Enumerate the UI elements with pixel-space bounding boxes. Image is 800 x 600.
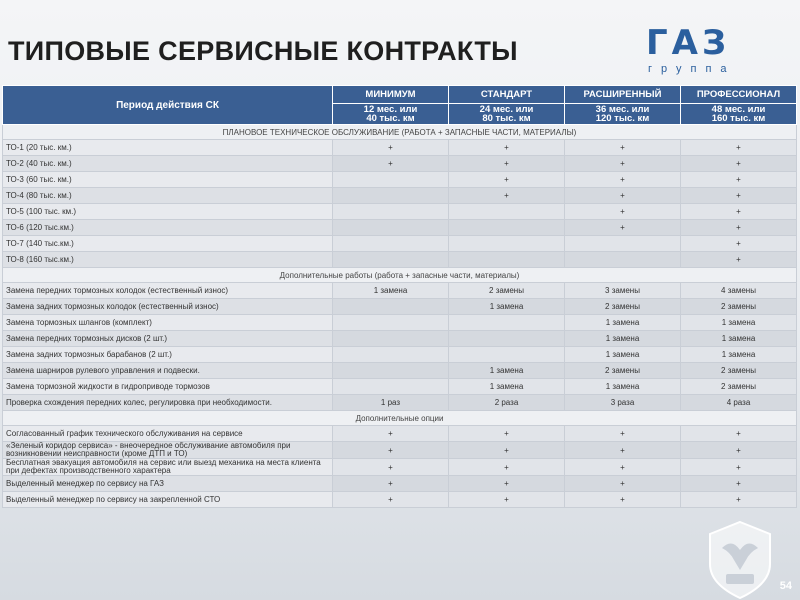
row-cell: +	[565, 188, 681, 204]
row-cell	[333, 363, 449, 379]
table-row	[3, 331, 797, 347]
level-term-line2: 120 тыс. км	[595, 113, 650, 124]
row-cell	[333, 315, 449, 331]
table-row	[3, 252, 797, 268]
row-cell: +	[681, 459, 797, 476]
period-header: Период действия СК	[3, 86, 333, 125]
row-cell: +	[449, 426, 565, 442]
row-cell	[449, 331, 565, 347]
row-label: Бесплатная эвакуация автомобиля на сервис или выезд механика на места клиента при дефектах производственного характера	[3, 459, 333, 476]
logo-sub-text: группа	[648, 63, 736, 75]
row-cell	[333, 299, 449, 315]
row-cell: +	[681, 220, 797, 236]
section-row	[3, 125, 797, 140]
row-cell	[333, 347, 449, 363]
level-term-line2: 160 тыс. км	[711, 113, 766, 124]
row-label: Замена передних тормозных дисков (2 шт.)	[3, 331, 333, 347]
row-cell: +	[449, 156, 565, 172]
section-row	[3, 411, 797, 426]
row-cell: 2 замены	[681, 299, 797, 315]
row-cell: 1 замена	[449, 379, 565, 395]
row-cell: +	[565, 459, 681, 476]
table-row	[3, 140, 797, 156]
row-cell: 1 замена	[449, 363, 565, 379]
row-cell: +	[449, 459, 565, 476]
row-cell	[449, 204, 565, 220]
row-cell: +	[565, 476, 681, 492]
row-label: Согласованный график технического обслуживания на сервисе	[3, 426, 333, 442]
gaz-deer-emblem	[700, 518, 780, 600]
level-header: РАСШИРЕННЫЙ	[565, 86, 681, 104]
row-cell: 1 раз	[333, 395, 449, 411]
gaz-logo	[646, 23, 766, 76]
row-label: Замена задних тормозных колодок (естественный износ)	[3, 299, 333, 315]
contracts-table	[2, 85, 797, 508]
row-cell: 1 замена	[449, 299, 565, 315]
row-label: Замена тормозных шлангов (комплект)	[3, 315, 333, 331]
row-cell	[565, 252, 681, 268]
row-label: Замена передних тормозных колодок (естественный износ)	[3, 283, 333, 299]
row-cell: +	[681, 172, 797, 188]
row-cell: +	[565, 426, 681, 442]
row-cell: +	[333, 476, 449, 492]
row-cell: 2 замены	[565, 363, 681, 379]
table-row	[3, 188, 797, 204]
row-label: Замена тормозной жидкости в гидроприводе тормозов	[3, 379, 333, 395]
table-row	[3, 395, 797, 411]
row-cell: 1 замена	[565, 331, 681, 347]
row-cell: +	[681, 492, 797, 508]
table-row	[3, 347, 797, 363]
table-row	[3, 363, 797, 379]
level-header: ПРОФЕССИОНАЛ	[681, 86, 797, 104]
row-cell: 1 замена	[565, 315, 681, 331]
row-cell: 3 замены	[565, 283, 681, 299]
row-label: Проверка схождения передних колес, регулировка при необходимости.	[3, 395, 333, 411]
row-cell: +	[449, 172, 565, 188]
row-label: Выделенный менеджер по сервису на ГАЗ	[3, 476, 333, 492]
row-cell: 2 замены	[681, 363, 797, 379]
row-cell: +	[565, 220, 681, 236]
row-cell: 1 замена	[681, 347, 797, 363]
row-cell: +	[333, 156, 449, 172]
level-term-line1: 36 мес. или	[595, 104, 650, 115]
row-cell: 2 замены	[449, 283, 565, 299]
row-cell: +	[681, 140, 797, 156]
level-term	[565, 104, 681, 125]
table-row	[3, 459, 797, 476]
table-row	[3, 426, 797, 442]
level-term-line1: 24 мес. или	[479, 104, 534, 115]
row-cell	[449, 252, 565, 268]
row-cell	[565, 236, 681, 252]
row-cell: +	[449, 492, 565, 508]
row-cell	[333, 188, 449, 204]
row-cell: +	[449, 188, 565, 204]
logo-main-text: ГАЗ	[646, 23, 731, 63]
table-row	[3, 172, 797, 188]
level-term	[681, 104, 797, 125]
row-cell: +	[565, 156, 681, 172]
row-cell	[333, 252, 449, 268]
row-cell: 2 раза	[449, 395, 565, 411]
row-cell: +	[681, 236, 797, 252]
page-title: ТИПОВЫЕ СЕРВИСНЫЕ КОНТРАКТЫ	[8, 36, 518, 66]
row-label: ТО-2 (40 тыс. км.)	[3, 156, 333, 172]
row-cell: +	[681, 442, 797, 459]
row-cell: 1 замена	[565, 379, 681, 395]
row-cell: +	[565, 442, 681, 459]
table-row	[3, 156, 797, 172]
level-term	[333, 104, 449, 125]
page-number: 54	[779, 580, 792, 592]
row-cell	[333, 331, 449, 347]
row-cell: 2 замены	[565, 299, 681, 315]
row-label: ТО-8 (160 тыс.км.)	[3, 252, 333, 268]
row-cell: +	[565, 172, 681, 188]
table-row	[3, 476, 797, 492]
level-header: СТАНДАРТ	[449, 86, 565, 104]
table-row	[3, 220, 797, 236]
section-title: Дополнительные опции	[3, 411, 797, 426]
row-cell: +	[681, 188, 797, 204]
row-cell: +	[449, 140, 565, 156]
row-label: ТО-5 (100 тыс. км.)	[3, 204, 333, 220]
row-cell: 1 замена	[333, 283, 449, 299]
level-term-line1: 48 мес. или	[711, 104, 766, 115]
row-cell	[333, 236, 449, 252]
row-cell: 3 раза	[565, 395, 681, 411]
row-cell: 4 замены	[681, 283, 797, 299]
row-cell: +	[333, 459, 449, 476]
row-label: «Зеленый коридор сервиса» - внеочередное обслуживание автомобиля при возникновении неисправности (кроме ДТП и ТО)	[3, 442, 333, 459]
row-cell: +	[681, 476, 797, 492]
row-cell: +	[565, 492, 681, 508]
row-cell: +	[681, 426, 797, 442]
row-cell: +	[449, 442, 565, 459]
level-term	[449, 104, 565, 125]
row-label: ТО-4 (80 тыс. км.)	[3, 188, 333, 204]
row-cell: +	[333, 492, 449, 508]
level-term-line2: 40 тыс. км	[366, 113, 415, 124]
row-cell: +	[681, 204, 797, 220]
row-cell: 2 замены	[681, 379, 797, 395]
table-row	[3, 442, 797, 459]
level-term-line2: 80 тыс. км	[482, 113, 531, 124]
section-title: ПЛАНОВОЕ ТЕХНИЧЕСКОЕ ОБСЛУЖИВАНИЕ (РАБОТА + ЗАПАСНЫЕ ЧАСТИ, МАТЕРИАЛЫ)	[3, 125, 797, 140]
row-cell: 1 замена	[681, 315, 797, 331]
row-cell: +	[565, 140, 681, 156]
section-title: Дополнительные работы (работа + запасные части, материалы)	[3, 268, 797, 283]
row-cell	[449, 236, 565, 252]
row-label: Выделенный менеджер по сервису на закрепленной СТО	[3, 492, 333, 508]
row-label: ТО-6 (120 тыс.км.)	[3, 220, 333, 236]
level-header: МИНИМУМ	[333, 86, 449, 104]
row-cell	[449, 315, 565, 331]
row-label: ТО-3 (60 тыс. км.)	[3, 172, 333, 188]
table-row	[3, 492, 797, 508]
row-cell: +	[565, 204, 681, 220]
section-row	[3, 268, 797, 283]
level-term-line1: 12 мес. или	[363, 104, 418, 115]
row-cell: +	[333, 442, 449, 459]
table-row	[3, 204, 797, 220]
row-cell: 1 замена	[681, 331, 797, 347]
row-label: Замена шарниров рулевого управления и подвески.	[3, 363, 333, 379]
row-cell: +	[449, 476, 565, 492]
row-cell	[333, 204, 449, 220]
table-row	[3, 236, 797, 252]
row-cell	[449, 220, 565, 236]
row-cell	[449, 347, 565, 363]
row-cell: +	[333, 140, 449, 156]
row-label: Замена задних тормозных барабанов (2 шт.)	[3, 347, 333, 363]
table-row	[3, 299, 797, 315]
row-cell: +	[681, 156, 797, 172]
table-row	[3, 379, 797, 395]
row-cell: +	[681, 252, 797, 268]
row-cell	[333, 379, 449, 395]
row-cell	[333, 220, 449, 236]
table-row	[3, 283, 797, 299]
row-cell: 4 раза	[681, 395, 797, 411]
table-row	[3, 315, 797, 331]
row-cell: +	[333, 426, 449, 442]
contracts-table-wrapper	[2, 85, 796, 508]
row-cell	[333, 172, 449, 188]
row-cell: 1 замена	[565, 347, 681, 363]
row-label: ТО-1 (20 тыс. км.)	[3, 140, 333, 156]
row-label: ТО-7 (140 тыс.км.)	[3, 236, 333, 252]
